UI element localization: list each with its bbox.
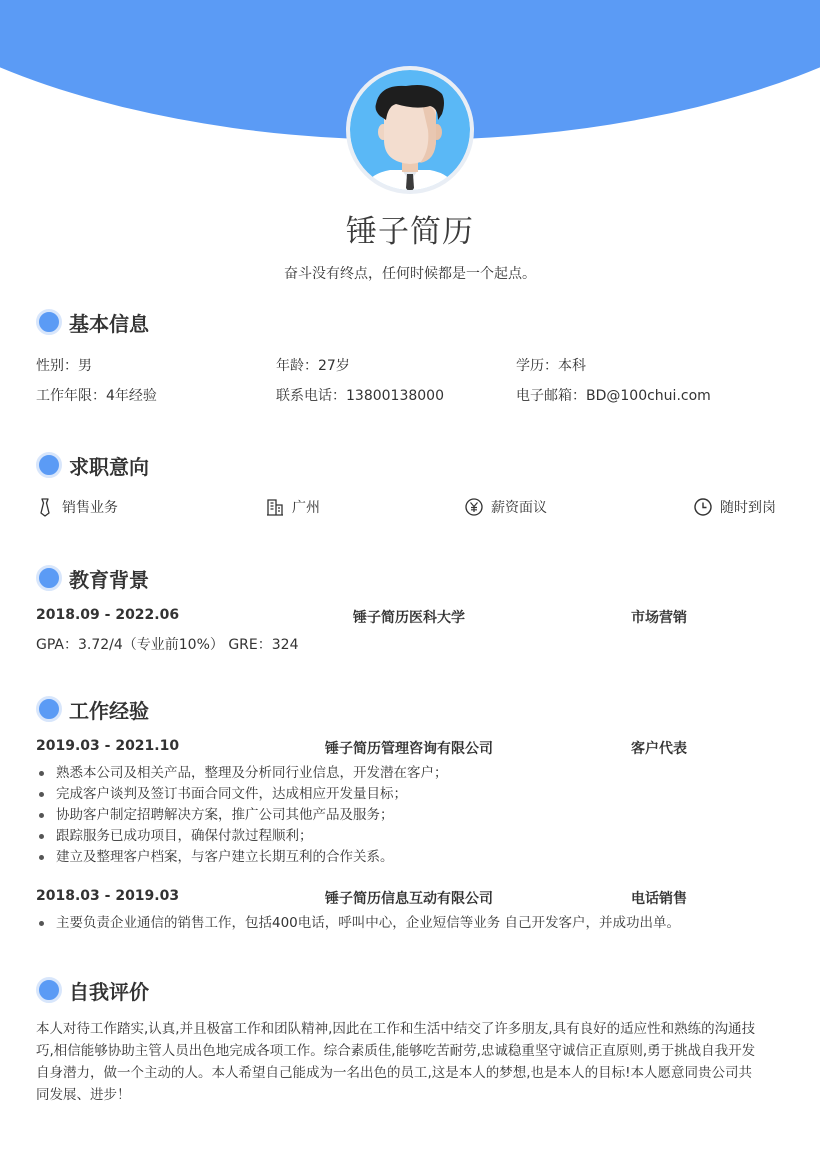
section-dot-icon [36,452,62,478]
work-company: 锤子简历信息互动有限公司 [325,891,493,907]
section-basic-info [36,308,149,336]
section-dot-icon [36,565,62,591]
work-duties [36,913,680,934]
intent-salary-label: 薪资面议 [491,500,547,516]
section-title: 教育背景 [69,567,149,592]
work-role: 电话销售 [631,891,687,907]
education-detail: GPA：3.72/4（专业前10%） GRE：324 [36,637,299,653]
motto: 奋斗没有终点，任何时候都是一个起点。 [284,266,536,282]
resume-name: 锤子简历 [346,214,474,250]
tie-icon [36,497,54,517]
avatar-person-icon [350,70,470,190]
work-years: 工作年限：4年经验 [36,388,157,404]
list-item: 跟踪服务已成功项目，确保付款过程顺利； [36,826,448,847]
intent-availability-label: 随时到岗 [720,500,776,516]
degree: 学历：本科 [516,358,586,374]
work-role: 客户代表 [631,741,687,757]
self-evaluation-text [36,1018,782,1106]
avatar [346,66,474,194]
yen-coin-icon [465,497,483,517]
section-title: 自我评价 [69,979,149,1004]
intent-availability [694,497,776,517]
list-item: 建立及整理客户档案，与客户建立长期互利的合作关系。 [36,847,448,868]
age: 年龄：27岁 [276,358,350,374]
intent-city [266,497,320,517]
work-period: 2019.03 - 2021.10 [36,738,180,754]
clock-icon [694,497,712,517]
list-item: 完成客户谈判及签订书面合同文件，达成相应开发量目标； [36,784,448,805]
section-title: 工作经验 [69,698,149,723]
work-company: 锤子简历管理咨询有限公司 [325,741,493,757]
building-icon [266,497,284,517]
section-education [36,564,149,592]
section-title: 基本信息 [69,311,149,336]
work-duties [36,763,448,868]
phone: 联系电话：13800138000 [276,388,444,404]
section-dot-icon [36,977,62,1003]
intent-city-label: 广州 [292,500,320,516]
text-line: 自身潜力，做一个主动的人。本人希望自己能成为一名出色的员工,这是本人的梦想,也是本人的目标!本人愿意同贵公司共 [36,1065,752,1081]
list-item: 主要负责企业通信的销售工作，包括400电话，呼叫中心，企业短信等业务 自己开发客户，并成功出单。 [36,913,680,934]
section-dot-icon [36,696,62,722]
intent-position [36,497,118,517]
education-major: 市场营销 [631,610,687,626]
email: 电子邮箱：BD@100chui.com [516,388,711,404]
section-self-evaluation [36,976,149,1004]
section-dot-icon [36,309,62,335]
list-item: 熟悉本公司及相关产品，整理及分析同行业信息，开发潜在客户； [36,763,448,784]
intent-salary [465,497,547,517]
text-line: 同发展、进步！ [36,1087,131,1103]
list-item: 协助客户制定招聘解决方案，推广公司其他产品及服务； [36,805,448,826]
section-work [36,695,149,723]
text-line: 巧,相信能够协助主管人员出色地完成各项工作。综合素质佳,能够吃苦耐劳,忠诚稳重坚守诚信正直原则,勇于挑战自我开发 [36,1043,756,1059]
education-school: 锤子简历医科大学 [353,610,465,626]
work-period: 2018.03 - 2019.03 [36,888,180,904]
education-period: 2018.09 - 2022.06 [36,607,180,623]
gender: 性别：男 [36,358,92,374]
text-line: 本人对待工作踏实,认真,并且极富工作和团队精神,因此在工作和生活中结交了许多朋友,具有良好的适应性和熟练的沟通技 [36,1021,756,1037]
section-title: 求职意向 [69,454,149,479]
intent-position-label: 销售业务 [62,500,118,516]
section-job-intent [36,451,149,479]
